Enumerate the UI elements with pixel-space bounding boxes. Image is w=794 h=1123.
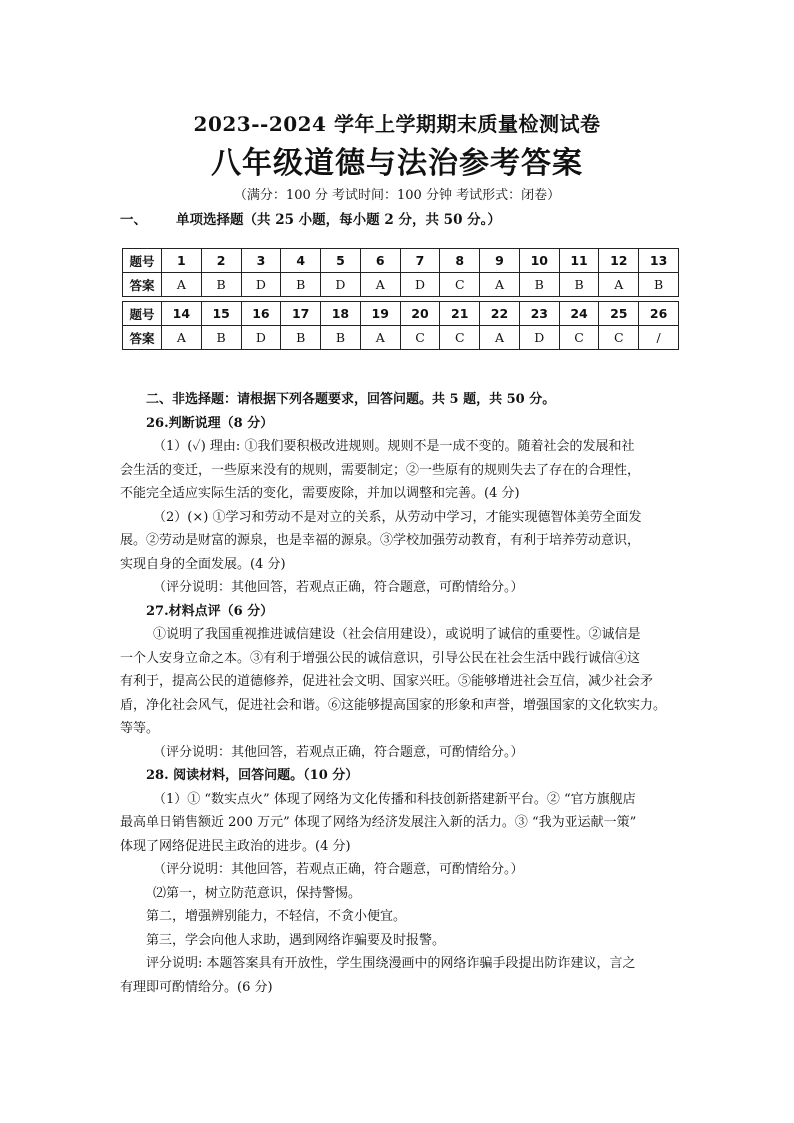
- answer-cell: A: [360, 326, 400, 350]
- question-number: 19: [360, 302, 400, 326]
- question-number: 17: [281, 302, 321, 326]
- question-number: 5: [321, 249, 361, 273]
- q26-title: 26.判断说理（8 分）: [146, 415, 274, 431]
- answer-cell: C: [440, 326, 480, 350]
- answer-cell: B: [519, 273, 559, 297]
- question-number: 10: [519, 249, 559, 273]
- q26-2-line: （2）(×) ①学习和劳动不是对立的关系，从劳动中学习，才能实现德智体美劳全面发: [153, 509, 642, 525]
- table-row-a2: [123, 326, 679, 350]
- answer-cell: B: [281, 273, 321, 297]
- scoring-note: （评分说明：其他回答，若观点正确，符合题意，可酌情给分。）: [153, 744, 524, 760]
- answer-cell: B: [201, 326, 241, 350]
- exam-meta: （满分：100 分 考试时间：100 分钟 考试形式：闭卷）: [233, 188, 561, 203]
- q26-2-line: 展。②劳动是财富的源泉，也是幸福的源泉。③学校加强劳动教育，有利于培养劳动意识，: [120, 533, 641, 548]
- exam-title: 2023--2024 学年上学期期末质量检测试卷: [193, 112, 601, 136]
- row-label-answer: 答案: [123, 326, 162, 350]
- q27-line: 有利于，提高公民的道德修养，促进社会文明、国家兴旺。⑤能够增进社会互信，减少社会矛: [120, 674, 654, 689]
- question-number: 6: [360, 249, 400, 273]
- question-number: 16: [241, 302, 281, 326]
- answer-table: [122, 248, 679, 350]
- answer-cell: A: [162, 273, 202, 297]
- answer-cell: A: [480, 273, 520, 297]
- q26-1-line: （1）(✓) 理由: ①我们要积极改进规则。规则不是一成不变的。随着社会的发展和社: [153, 439, 635, 454]
- q28-2-line: ⑵第一，树立防范意识，保持警惕。: [153, 885, 362, 901]
- answer-cell: B: [559, 273, 599, 297]
- table-row-a1: [123, 273, 679, 297]
- question-number: 13: [639, 249, 679, 273]
- question-number: 7: [400, 249, 440, 273]
- question-number: 23: [519, 302, 559, 326]
- answer-cell: B: [321, 326, 361, 350]
- question-number: 20: [400, 302, 440, 326]
- q27-line: ①说明了我国重视推进诚信建设（社会信用建设），或说明了诚信的重要性。②诚信是: [153, 627, 641, 642]
- section1-number: 一、: [120, 212, 147, 228]
- answer-cell: A: [599, 273, 639, 297]
- q28-1-line: 体现了网络促进民主政治的进步。(4 分): [120, 838, 351, 854]
- answer-cell: A: [360, 273, 400, 297]
- answer-cell: D: [241, 326, 281, 350]
- question-number: 4: [281, 249, 321, 273]
- section2-heading: 二、非选择题：请根据下列各题要求，回答问题。共 5 题，共 50 分。: [146, 392, 556, 407]
- q27-line: 一个人安身立命之本。③有利于增强公民的诚信意识，引导公民在社会生活中践行诚信④这: [120, 650, 641, 666]
- scoring-note: 评分说明: 本题答案具有开放性，学生围绕漫画中的网络诈骗手段提出防诈建议，言之: [146, 956, 636, 971]
- question-number: 18: [321, 302, 361, 326]
- q28-1-line: （1）① “数实点火” 体现了网络为文化传播和科技创新搭建新平台。② “官方旗舰店: [153, 791, 636, 807]
- question-number: 24: [559, 302, 599, 326]
- question-number: 26: [639, 302, 679, 326]
- answer-cell: D: [321, 273, 361, 297]
- question-number: 25: [599, 302, 639, 326]
- row-label-question: 题号: [123, 302, 162, 326]
- scoring-note: （评分说明：其他回答，若观点正确，符合题意，可酌情给分。）: [153, 580, 524, 595]
- answer-cell: C: [440, 273, 480, 297]
- q26-2-line: 实现自身的全面发展。(4 分): [120, 556, 286, 572]
- answer-cell: D: [400, 273, 440, 297]
- section1-heading: [120, 208, 501, 228]
- answer-cell: C: [599, 326, 639, 350]
- row-label-question: 题号: [123, 249, 162, 273]
- question-number: 3: [241, 249, 281, 273]
- table-row-q1: [123, 249, 679, 273]
- q28-title: 28. 阅读材料，回答问题。（10 分）: [146, 768, 359, 783]
- answer-cell: B: [201, 273, 241, 297]
- q28-1-line: 最高单日销售额近 200 万元” 体现了网络为经济发展注入新的活力。③ “我为亚运献一策”: [120, 815, 637, 830]
- q26-1-line: 会生活的变迁，一些原来没有的规则，需要制定；②一些原有的规则失去了存在的合理性，: [120, 462, 641, 478]
- answer-cell: /: [639, 326, 679, 350]
- section1-title: 单项选择题（共 25 小题，每小题 2 分，共 50 分。）: [176, 212, 501, 228]
- question-number: 21: [440, 302, 480, 326]
- q26-1-line: 不能完全适应实际生活的变化，需要废除，并加以调整和完善。(4 分): [120, 486, 520, 501]
- q28-2-line: 第三，学会向他人求助，遇到网络诈骗要及时报警。: [146, 932, 446, 948]
- question-number: 15: [201, 302, 241, 326]
- answer-cell: B: [281, 326, 321, 350]
- answer-cell: B: [639, 273, 679, 297]
- q27-line: 等等。: [120, 721, 160, 736]
- answer-cell: D: [241, 273, 281, 297]
- row-label-answer: 答案: [123, 273, 162, 297]
- table-row-q2: [123, 302, 679, 326]
- non-choice-section: [120, 388, 680, 999]
- q28-2-line: 第二，增强辨别能力，不轻信，不贪小便宜。: [146, 909, 407, 924]
- answer-cell: D: [519, 326, 559, 350]
- question-number: 9: [480, 249, 520, 273]
- answer-cell: C: [400, 326, 440, 350]
- answer-cell: A: [162, 326, 202, 350]
- question-number: 11: [559, 249, 599, 273]
- q27-title: 27.材料点评（6 分）: [146, 603, 274, 619]
- question-number: 8: [440, 249, 480, 273]
- scoring-note: （评分说明：其他回答，若观点正确，符合题意，可酌情给分。）: [153, 862, 524, 877]
- question-number: 12: [599, 249, 639, 273]
- question-number: 1: [162, 249, 202, 273]
- answer-key-title: 八年级道德与法治参考答案: [211, 146, 583, 181]
- question-number: 14: [162, 302, 202, 326]
- question-number: 22: [480, 302, 520, 326]
- scoring-note: 有理即可酌情给分。(6 分): [120, 979, 273, 995]
- question-number: 2: [201, 249, 241, 273]
- answer-cell: C: [559, 326, 599, 350]
- q27-line: 盾，净化社会风气，促进社会和谐。⑥这能够提高国家的形象和声誉，增强国家的文化软实力。: [120, 697, 667, 713]
- answer-cell: A: [480, 326, 520, 350]
